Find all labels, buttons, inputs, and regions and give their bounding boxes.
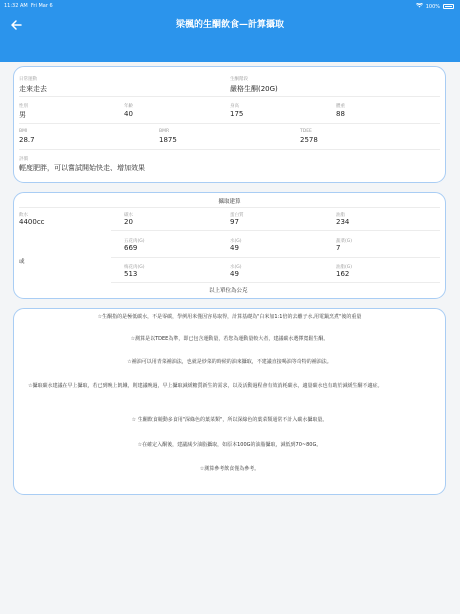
app-header [0, 0, 460, 62]
vegetable-value: 7 [336, 244, 341, 252]
fat-value: 234 [336, 218, 350, 226]
oil-label: 油脂(G) [336, 265, 352, 270]
exercise-label: 日常運動 [19, 77, 37, 82]
battery-percent: 100% [425, 3, 440, 10]
water-g-value-2: 49 [230, 270, 239, 278]
age-label: 年齡 [124, 104, 133, 109]
age-value: 40 [124, 110, 133, 118]
protein-value: 97 [230, 218, 239, 226]
pork-belly-value: 669 [124, 244, 138, 252]
divider [19, 207, 440, 208]
oil-value: 162 [336, 270, 350, 278]
bmi-label: BMI [19, 129, 28, 134]
note-item: ☆測算是以TDEE為準，即已包含運動量，若您為運動量較大者，建議碳水選擇寬鬆生酮。 [130, 336, 329, 342]
divider [19, 149, 440, 150]
battery-icon [443, 4, 454, 9]
divider [19, 96, 440, 97]
pork-shoulder-value: 513 [124, 270, 138, 278]
gender-label: 性別 [19, 104, 28, 109]
pork-belly-label: 五花肉(G) [124, 239, 145, 244]
water-value: 4400cc [19, 218, 45, 226]
note-item: ☆補油可以用青菜補油法，也就是炒菜的時候的油來攝取，不建議直接喝油等奇特的補油法。 [127, 359, 332, 365]
divider [19, 123, 440, 124]
status-indicators [416, 3, 454, 10]
water-label: 飲水 [19, 213, 28, 218]
water-g-value: 49 [230, 244, 239, 252]
note-item: ☆攝取碳水建議在早上攝取，若已到晚上飢餓，則建議晚過，早上攝取減緩糖質新生的需求，以及活動過程會有效消耗碳水，適量碳水也有助於減緩生酮不適症。 [28, 383, 383, 389]
weight-value: 88 [336, 110, 345, 118]
evaluation-label: 評價 [19, 157, 28, 162]
status-time: 11:32 AM Fri Mar 6 [4, 3, 53, 9]
divider [111, 230, 440, 231]
profile-card [13, 66, 446, 183]
divider [111, 257, 440, 258]
tdee-label: TDEE [300, 129, 312, 134]
water-g-label: 水(G) [230, 239, 242, 244]
keto-stage-value: 嚴格生酮(20G) [230, 85, 278, 93]
tdee-value: 2578 [300, 136, 318, 144]
note-item: ☆生酮指的是極低碳水，不是零碳，學例用米僅因容易取得，計算基礎為"白米加1:1倍的去離子水,用電鍋烹煮"後的重量 [97, 314, 362, 320]
protein-label: 蛋白質 [230, 213, 244, 218]
weight-label: 體重 [336, 104, 345, 109]
exercise-value: 走來走去 [19, 85, 47, 93]
divider [111, 282, 440, 283]
intake-card [13, 192, 446, 299]
page-title: 梁楓的生酮飲食—計算攝取 [175, 20, 284, 30]
or-label: 或 [19, 259, 25, 265]
wifi-icon [416, 3, 423, 10]
bmi-value: 28.7 [19, 136, 35, 144]
gender-value: 男 [19, 111, 26, 119]
keto-stage-label: 生酮階段 [230, 77, 248, 82]
note-item: ☆在確定入酮後，建議減少油脂攝取，如原本100G的油脂攝取，減低到70~80G。 [137, 442, 322, 448]
pork-shoulder-label: 梅花肉(G) [124, 265, 145, 270]
height-label: 身高 [230, 104, 239, 109]
height-value: 175 [230, 110, 244, 118]
note-item: ☆ 生酮飲食競動多食用"深綠色的葉菜類"，所以深綠色的葉菜類通常不計入碳水攝取量。 [131, 417, 328, 423]
bmr-value: 1875 [159, 136, 177, 144]
intake-heading: 攝取建算 [218, 199, 241, 205]
notes-card [13, 308, 446, 495]
carb-label: 碳水 [124, 213, 133, 218]
bmr-label: BMR [159, 129, 170, 134]
unit-footnote: 以上單位為公克 [209, 288, 248, 294]
water-g-label-2: 水(G) [230, 265, 242, 270]
fat-label: 油脂 [336, 213, 345, 218]
evaluation-value: 輕度肥胖，可以嘗試開始快走、增加效果 [19, 164, 145, 172]
note-item: ☆測算參考飲食僅為參考。 [199, 466, 260, 472]
carb-value: 20 [124, 218, 133, 226]
vegetable-label: 蔬菜(G) [336, 239, 352, 244]
